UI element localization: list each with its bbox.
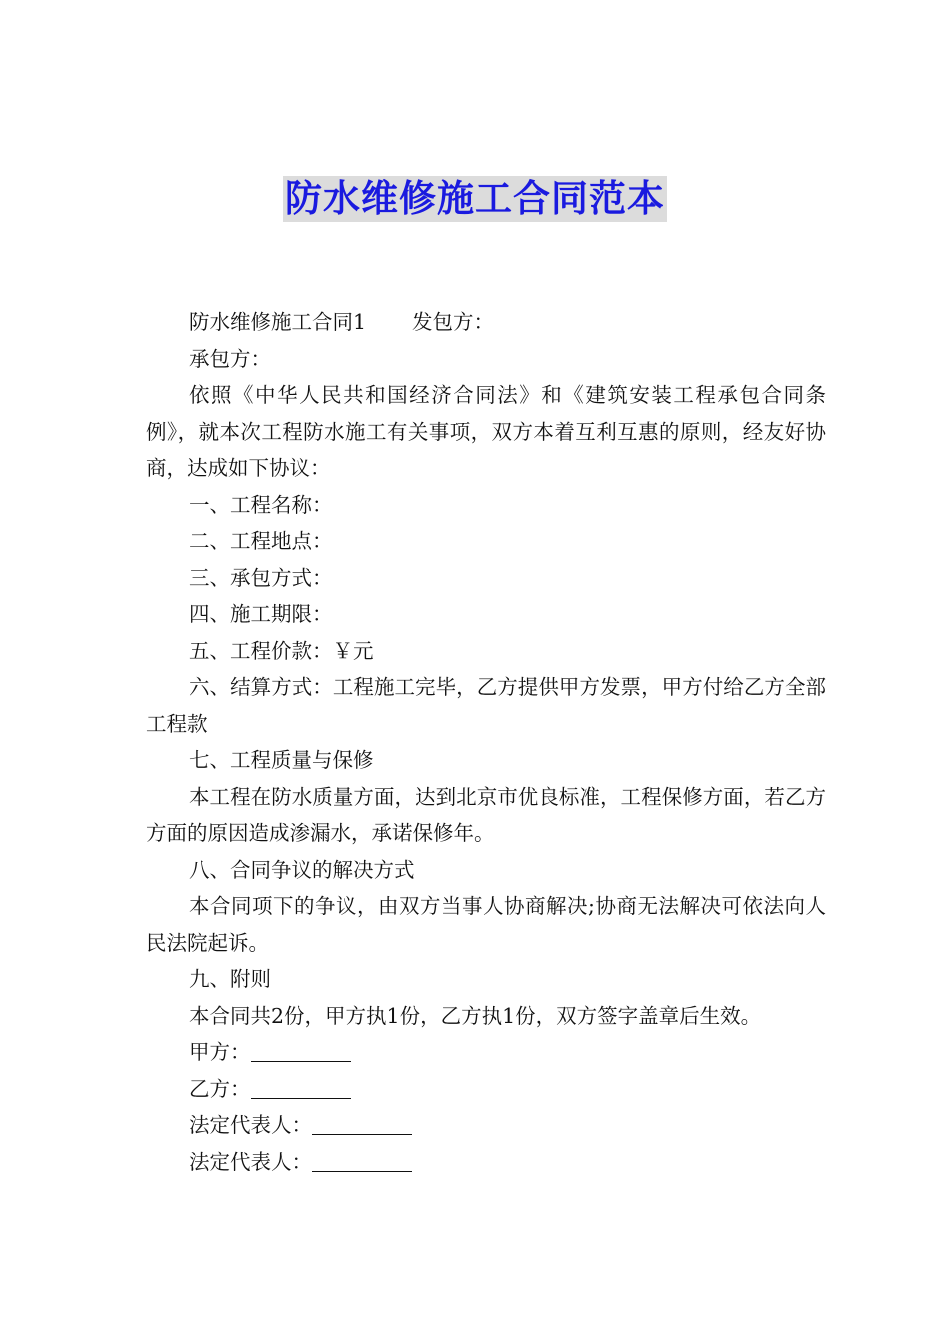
item-appendix-heading: 九、附则 — [189, 967, 271, 991]
title-container — [0, 176, 950, 222]
item-project-location: 二、工程地点： — [189, 529, 333, 553]
party-a-signature-blank — [251, 1043, 351, 1062]
contract-body — [146, 304, 826, 1180]
item-dispute-text: 本合同项下的争议，由双方当事人协商解决;协商无法解决可依法向人民法院起诉。 — [146, 894, 826, 955]
item-project-name: 一、工程名称： — [189, 492, 333, 517]
legal-rep-1-signature-blank — [312, 1116, 412, 1135]
item-construction-period: 四、施工期限： — [189, 602, 333, 626]
signature-legal-rep-1 — [146, 1107, 826, 1144]
item-appendix-text: 本合同共2份，甲方执1份，乙方执1份，双方签字盖章后生效。 — [189, 1003, 762, 1028]
item-quality-text: 本工程在防水质量方面，达到北京市优良标准，工程保修方面，若乙方方面的原因造成渗漏水，承诺保修年。 — [146, 784, 826, 845]
signature-legal-rep-2 — [146, 1144, 826, 1181]
signature-party-b — [146, 1071, 826, 1108]
party-b-signature-blank — [251, 1080, 351, 1099]
item-settlement-method: 六、结算方式：工程施工完毕，乙方提供甲方发票，甲方付给乙方全部工程款 — [146, 675, 826, 736]
legal-rep-2-label: 法定代表人： — [189, 1149, 312, 1174]
employer-label: 发包方： — [412, 310, 495, 334]
intro-paragraph: 依照《中华人民共和国经济合同法》和《建筑安装工程承包合同条例》，就本次工程防水施工有关事项，双方本着互利互惠的原则，经友好协商，达成如下协议： — [146, 383, 826, 480]
signature-party-a — [146, 1034, 826, 1071]
item-project-price: 五、工程价款：￥元 — [189, 638, 374, 663]
legal-rep-2-signature-blank — [312, 1153, 412, 1172]
item-dispute-heading: 八、合同争议的解决方式 — [189, 857, 415, 882]
legal-rep-1-label: 法定代表人： — [189, 1113, 312, 1137]
contract-heading-line — [146, 304, 826, 341]
party-b-label: 乙方： — [189, 1076, 251, 1101]
contractor-label: 承包方： — [189, 346, 271, 371]
party-a-label: 甲方： — [189, 1040, 251, 1064]
document-title: 防水维修施工合同范本 — [285, 177, 665, 220]
item-quality-heading: 七、工程质量与保修 — [189, 748, 374, 772]
contract-heading: 防水维修施工合同1 — [189, 310, 367, 334]
item-contract-method: 三、承包方式： — [189, 565, 333, 590]
